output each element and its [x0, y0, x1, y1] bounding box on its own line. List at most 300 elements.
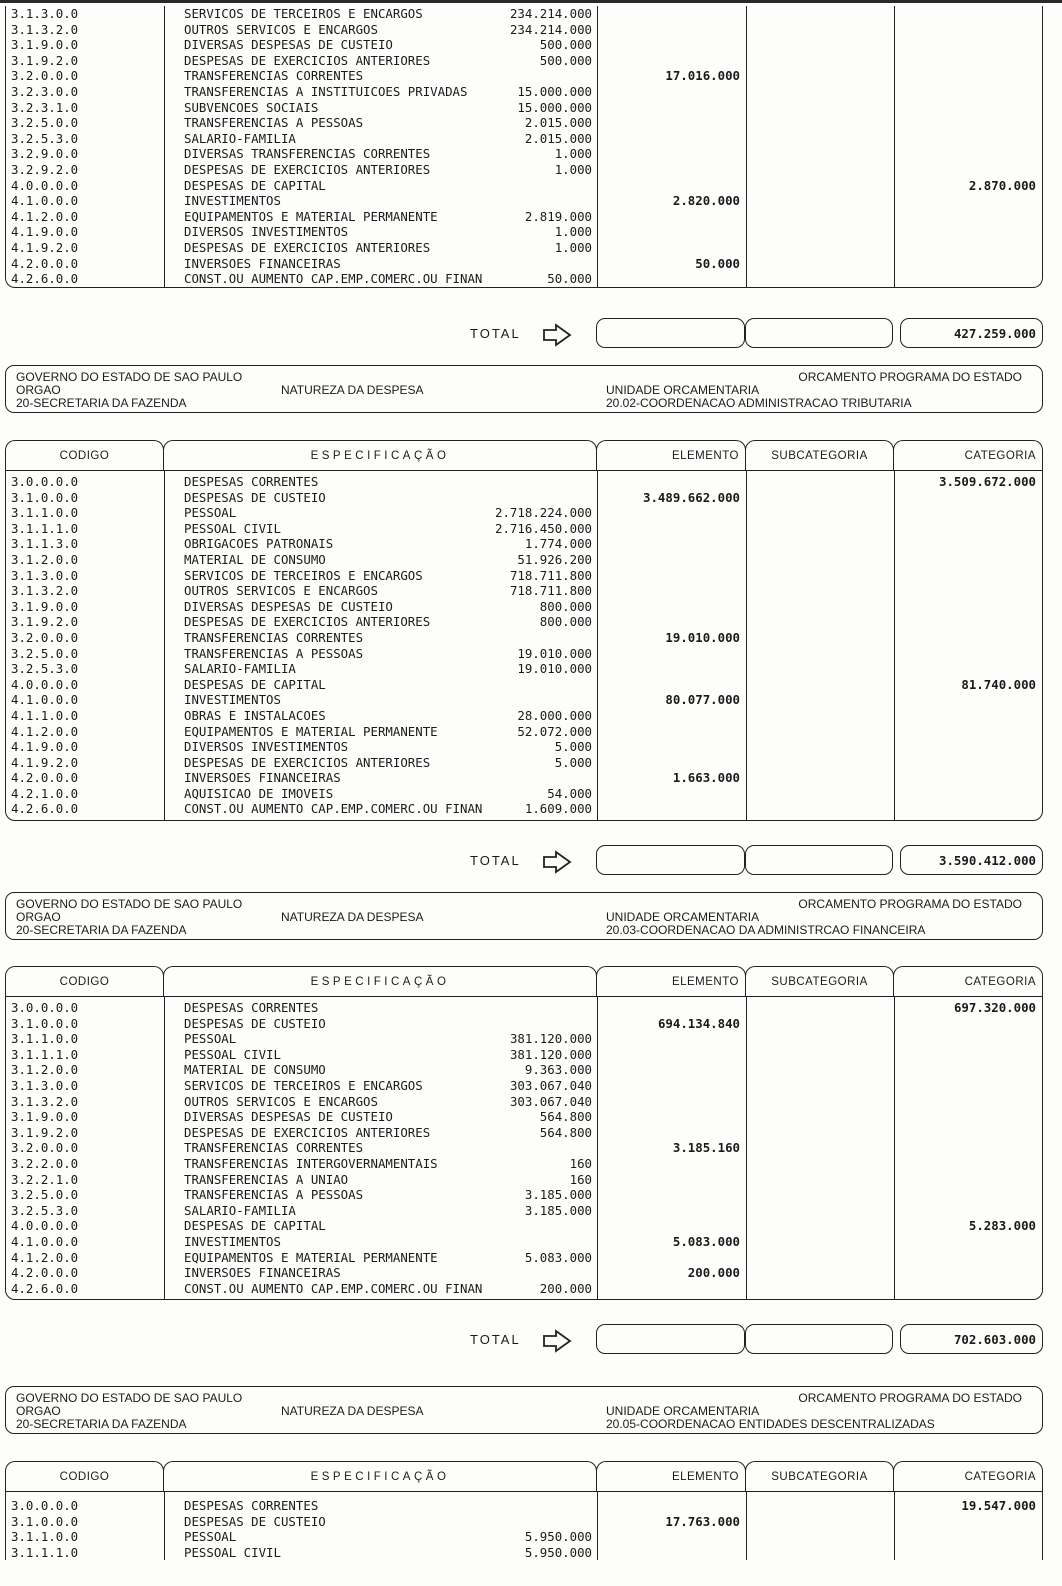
table-row [6, 1094, 1042, 1110]
header-subcategoria: SUBCATEGORIA [745, 966, 894, 996]
codigo-cell: 3.1.1.3.0 [11, 536, 79, 552]
codigo-cell: 3.1.3.2.0 [11, 583, 79, 599]
especificacao-cell: TRANSFERENCIAS A PESSOAS [184, 645, 364, 661]
table-row [6, 521, 1042, 537]
table-row [6, 1140, 1042, 1156]
especificacao-cell: SERVICOS DE TERCEIROS E ENCARGOS [184, 567, 423, 583]
especificacao-cell: PESSOAL CIVIL [184, 1046, 281, 1062]
table-row [6, 37, 1042, 53]
table-body [5, 996, 1043, 1300]
table-row [6, 614, 1042, 630]
orgao-label: ORGAO [16, 383, 61, 397]
especificacao-cell: OUTROS SERVICOS E ENCARGOS [184, 583, 378, 599]
elemento-cell: 718.711.800 [509, 567, 592, 583]
document-header-box [5, 1386, 1043, 1434]
table-row [6, 1234, 1042, 1250]
total-label: TOTAL [470, 326, 521, 341]
header-subcategoria: SUBCATEGORIA [745, 440, 894, 470]
orcamento-label: ORCAMENTO PROGRAMA DO ESTADO [798, 1391, 1022, 1405]
codigo-cell: 3.2.0.0.0 [11, 68, 79, 84]
elemento-cell: 15.000.000 [517, 83, 592, 99]
orcamento-label: ORCAMENTO PROGRAMA DO ESTADO [798, 897, 1022, 911]
elemento-cell: 50.000 [547, 271, 592, 287]
especificacao-cell: CONST.OU AUMENTO CAP.EMP.COMERC.OU FINAN [184, 1280, 483, 1296]
subcategoria-cell: 694.134.840 [657, 1015, 740, 1031]
elemento-cell: 381.120.000 [509, 1046, 592, 1062]
total-row [0, 845, 1062, 879]
governo-label: GOVERNO DO ESTADO DE SAO PAULO [16, 1391, 243, 1405]
total-elemento-box [596, 318, 745, 348]
elemento-cell: 718.711.800 [509, 583, 592, 599]
elemento-cell: 3.185.000 [524, 1202, 592, 1218]
elemento-cell: 5.000 [554, 739, 592, 755]
unidade-value: 20.05-COORDENACAO ENTIDADES DESCENTRALIZADAS [606, 1417, 935, 1431]
table-row [6, 209, 1042, 225]
elemento-cell: 500.000 [539, 37, 592, 53]
codigo-cell: 3.0.0.0.0 [11, 474, 79, 489]
table-row [6, 1000, 1042, 1016]
table-row [6, 505, 1042, 521]
codigo-cell: 3.0.0.0.0 [11, 1498, 79, 1513]
subcategoria-cell: 19.010.000 [665, 629, 740, 645]
especificacao-cell: TRANSFERENCIAS CORRENTES [184, 68, 364, 84]
especificacao-cell: TRANSFERENCIAS A INSTITUICOES PRIVADAS [184, 83, 468, 99]
codigo-cell: 4.0.0.0.0 [11, 676, 79, 692]
table-row [6, 739, 1042, 755]
elemento-cell: 303.067.040 [509, 1077, 592, 1093]
especificacao-cell: SALARIO-FAMILIA [184, 130, 296, 146]
table-row [6, 646, 1042, 662]
table-row [6, 1203, 1042, 1219]
natureza-label: NATUREZA DA DESPESA [281, 910, 424, 924]
codigo-cell: 3.1.3.2.0 [11, 1093, 79, 1109]
especificacao-cell: DESPESAS DE EXERCICIOS ANTERIORES [184, 614, 431, 630]
codigo-cell: 3.1.1.1.0 [11, 520, 79, 536]
categoria-cell: 19.547.000 [961, 1498, 1036, 1513]
codigo-cell: 3.1.9.2.0 [11, 52, 79, 68]
elemento-cell: 1.000 [554, 146, 592, 162]
especificacao-cell: PESSOAL [184, 1529, 237, 1545]
table-row [6, 115, 1042, 131]
elemento-cell: 2.015.000 [524, 130, 592, 146]
table-row [6, 1514, 1042, 1530]
table-row [6, 193, 1042, 209]
especificacao-cell: OBRAS E INSTALACOES [184, 707, 326, 723]
elemento-cell: 5.083.000 [524, 1249, 592, 1265]
codigo-cell: 3.1.3.0.0 [11, 567, 79, 583]
codigo-cell: 3.1.1.0.0 [11, 505, 79, 521]
codigo-cell: 3.1.9.0.0 [11, 1109, 79, 1125]
unidade-label: UNIDADE ORCAMENTARIA [606, 383, 760, 397]
table-row [6, 100, 1042, 116]
codigo-cell: 3.1.0.0.0 [11, 1015, 79, 1031]
table-row [6, 1078, 1042, 1094]
especificacao-cell: DESPESAS DE EXERCICIOS ANTERIORES [184, 161, 431, 177]
table-row [6, 1218, 1042, 1234]
especificacao-cell: EQUIPAMENTOS E MATERIAL PERMANENTE [184, 723, 438, 739]
codigo-cell: 3.2.9.0.0 [11, 146, 79, 162]
elemento-cell: 160 [569, 1171, 592, 1187]
especificacao-cell: EQUIPAMENTOS E MATERIAL PERMANENTE [184, 208, 438, 224]
total-elemento-box [596, 845, 745, 875]
codigo-cell: 4.2.1.0.0 [11, 785, 79, 801]
especificacao-cell: DESPESAS DE EXERCICIOS ANTERIORES [184, 239, 431, 255]
especificacao-cell: TRANSFERENCIAS CORRENTES [184, 629, 364, 645]
table-row [6, 256, 1042, 272]
total-label: TOTAL [470, 853, 521, 868]
header-codigo: CODIGO [5, 440, 164, 470]
codigo-cell: 3.1.3.0.0 [11, 1077, 79, 1093]
elemento-cell: 2.716.450.000 [495, 520, 592, 536]
especificacao-cell: DESPESAS CORRENTES [184, 474, 319, 489]
orgao-label: ORGAO [16, 1404, 61, 1418]
codigo-cell: 3.2.0.0.0 [11, 629, 79, 645]
elemento-cell: 28.000.000 [517, 707, 592, 723]
total-subcategoria-box [745, 1324, 893, 1354]
header-especificacao: ESPECIFICAÇÃO [163, 440, 597, 470]
table-row [6, 6, 1042, 22]
codigo-cell: 4.0.0.0.0 [11, 1218, 79, 1234]
total-categoria-box: 702.603.000 [900, 1324, 1043, 1354]
elemento-cell: 19.010.000 [517, 661, 592, 677]
elemento-cell: 234.214.000 [509, 21, 592, 37]
especificacao-cell: OUTROS SERVICOS E ENCARGOS [184, 1093, 378, 1109]
codigo-cell: 4.2.6.0.0 [11, 271, 79, 287]
table-section-continuation [5, 6, 1043, 288]
especificacao-cell: OBRIGACOES PATRONAIS [184, 536, 334, 552]
especificacao-cell: INVESTIMENTOS [184, 193, 281, 209]
especificacao-cell: DESPESAS DE EXERCICIOS ANTERIORES [184, 754, 431, 770]
elemento-cell: 19.010.000 [517, 645, 592, 661]
elemento-cell: 15.000.000 [517, 99, 592, 115]
table-row [6, 661, 1042, 677]
document-header-box [5, 365, 1043, 413]
natureza-label: NATUREZA DA DESPESA [281, 383, 424, 397]
column-header-row [5, 1461, 1043, 1491]
table-row [6, 1125, 1042, 1141]
elemento-cell: 381.120.000 [509, 1031, 592, 1047]
codigo-cell: 4.1.9.2.0 [11, 239, 79, 255]
header-codigo: CODIGO [5, 1461, 164, 1491]
codigo-cell: 4.1.9.2.0 [11, 754, 79, 770]
elemento-cell: 9.363.000 [524, 1062, 592, 1078]
orgao-value: 20-SECRETARIA DA FAZENDA [16, 1417, 187, 1431]
elemento-cell: 2.819.000 [524, 208, 592, 224]
subcategoria-cell: 50.000 [695, 255, 740, 271]
subcategoria-cell: 80.077.000 [665, 692, 740, 708]
table-row [6, 490, 1042, 506]
especificacao-cell: DIVERSOS INVESTIMENTOS [184, 739, 349, 755]
codigo-cell: 3.1.3.0.0 [11, 6, 79, 21]
especificacao-cell: DESPESAS DE CUSTEIO [184, 1513, 326, 1529]
table-row [6, 131, 1042, 147]
elemento-cell: 564.800 [539, 1124, 592, 1140]
table-row [6, 1109, 1042, 1125]
elemento-cell: 1.609.000 [524, 801, 592, 817]
elemento-cell: 1.000 [554, 239, 592, 255]
table-row [6, 53, 1042, 69]
categoria-cell: 5.283.000 [968, 1218, 1036, 1234]
table-row [6, 1062, 1042, 1078]
table-row [6, 224, 1042, 240]
elemento-cell: 5.950.000 [524, 1529, 592, 1545]
total-row [0, 1324, 1062, 1358]
codigo-cell: 4.2.6.0.0 [11, 801, 79, 817]
table-row [6, 271, 1042, 287]
elemento-cell: 564.800 [539, 1109, 592, 1125]
table-row [6, 1265, 1042, 1281]
unidade-value: 20.03-COORDENACAO DA ADMINISTRCAO FINANCEIRA [606, 923, 926, 937]
header-elemento: ELEMENTO [596, 966, 746, 996]
categoria-cell: 697.320.000 [953, 1000, 1036, 1015]
elemento-cell: 160 [569, 1155, 592, 1171]
table-row [6, 474, 1042, 490]
table-row [6, 84, 1042, 100]
codigo-cell: 3.2.5.0.0 [11, 645, 79, 661]
codigo-cell: 3.1.9.0.0 [11, 598, 79, 614]
codigo-cell: 3.1.1.0.0 [11, 1529, 79, 1545]
especificacao-cell: CONST.OU AUMENTO CAP.EMP.COMERC.OU FINAN [184, 271, 483, 287]
unidade-value: 20.02-COORDENACAO ADMINISTRACAO TRIBUTARIA [606, 396, 912, 410]
elemento-cell: 3.185.000 [524, 1187, 592, 1203]
table-row [6, 22, 1042, 38]
especificacao-cell: PESSOAL CIVIL [184, 1544, 281, 1560]
elemento-cell: 54.000 [547, 785, 592, 801]
codigo-cell: 3.0.0.0.0 [11, 1000, 79, 1015]
especificacao-cell: DESPESAS CORRENTES [184, 1498, 319, 1513]
table-row [6, 1187, 1042, 1203]
especificacao-cell: TRANSFERENCIAS CORRENTES [184, 1140, 364, 1156]
codigo-cell: 4.1.2.0.0 [11, 208, 79, 224]
codigo-cell: 3.1.9.0.0 [11, 37, 79, 53]
subcategoria-cell: 1.663.000 [672, 770, 740, 786]
codigo-cell: 3.2.5.3.0 [11, 130, 79, 146]
header-especificacao: ESPECIFICAÇÃO [163, 1461, 597, 1491]
especificacao-cell: SALARIO-FAMILIA [184, 1202, 296, 1218]
subcategoria-cell: 5.083.000 [672, 1233, 740, 1249]
unidade-label: UNIDADE ORCAMENTARIA [606, 910, 760, 924]
codigo-cell: 3.2.5.3.0 [11, 1202, 79, 1218]
table-row [6, 677, 1042, 693]
orgao-label: ORGAO [16, 910, 61, 924]
table-body [5, 1491, 1043, 1560]
total-categoria-box: 3.590.412.000 [900, 845, 1043, 875]
especificacao-cell: EQUIPAMENTOS E MATERIAL PERMANENTE [184, 1249, 438, 1265]
subcategoria-cell: 3.489.662.000 [643, 489, 740, 505]
header-categoria: CATEGORIA [893, 1461, 1043, 1491]
table-section [5, 440, 1043, 821]
especificacao-cell: PESSOAL [184, 505, 237, 521]
table-row [6, 68, 1042, 84]
total-subcategoria-box [745, 845, 893, 875]
document-header-box [5, 892, 1043, 940]
especificacao-cell: INVERSOES FINANCEIRAS [184, 770, 341, 786]
codigo-cell: 4.1.9.0.0 [11, 224, 79, 240]
especificacao-cell: SERVICOS DE TERCEIROS E ENCARGOS [184, 1077, 423, 1093]
especificacao-cell: INVESTIMENTOS [184, 1233, 281, 1249]
codigo-cell: 4.1.2.0.0 [11, 1249, 79, 1265]
elemento-cell: 800.000 [539, 614, 592, 630]
especificacao-cell: PESSOAL CIVIL [184, 520, 281, 536]
elemento-cell: 52.072.000 [517, 723, 592, 739]
total-row [0, 318, 1062, 352]
table-row [6, 1016, 1042, 1032]
especificacao-cell: DESPESAS DE CUSTEIO [184, 1015, 326, 1031]
column-header-row [5, 440, 1043, 470]
codigo-cell: 3.2.2.1.0 [11, 1171, 79, 1187]
codigo-cell: 3.2.3.0.0 [11, 83, 79, 99]
codigo-cell: 4.1.0.0.0 [11, 193, 79, 209]
elemento-cell: 303.067.040 [509, 1093, 592, 1109]
table-row [6, 786, 1042, 802]
orcamento-label: ORCAMENTO PROGRAMA DO ESTADO [798, 370, 1022, 384]
especificacao-cell: AQUISICAO DE IMOVEIS [184, 785, 334, 801]
codigo-cell: 3.1.2.0.0 [11, 551, 79, 567]
codigo-cell: 3.1.3.2.0 [11, 21, 79, 37]
elemento-cell: 5.950.000 [524, 1544, 592, 1560]
categoria-cell: 2.870.000 [968, 177, 1036, 193]
especificacao-cell: SUBVENCOES SOCIAIS [184, 99, 319, 115]
codigo-cell: 3.2.3.1.0 [11, 99, 79, 115]
page-top-rule [0, 0, 1062, 3]
codigo-cell: 4.1.0.0.0 [11, 1233, 79, 1249]
elemento-cell: 1.000 [554, 161, 592, 177]
codigo-cell: 3.1.2.0.0 [11, 1062, 79, 1078]
especificacao-cell: MATERIAL DE CONSUMO [184, 1062, 326, 1078]
table-row [6, 178, 1042, 194]
subcategoria-cell: 2.820.000 [672, 193, 740, 209]
codigo-cell: 3.1.9.2.0 [11, 1124, 79, 1140]
arrow-right-icon [540, 323, 574, 347]
especificacao-cell: DIVERSAS DESPESAS DE CUSTEIO [184, 37, 393, 53]
table-body [5, 6, 1043, 288]
especificacao-cell: DIVERSAS TRANSFERENCIAS CORRENTES [184, 146, 431, 162]
table-row [6, 568, 1042, 584]
elemento-cell: 2.718.224.000 [495, 505, 592, 521]
header-categoria: CATEGORIA [893, 440, 1043, 470]
especificacao-cell: OUTROS SERVICOS E ENCARGOS [184, 21, 378, 37]
elemento-cell: 234.214.000 [509, 6, 592, 21]
especificacao-cell: INVERSOES FINANCEIRAS [184, 1265, 341, 1281]
table-row [6, 1281, 1042, 1297]
table-section [5, 966, 1043, 1300]
codigo-cell: 3.2.2.0.0 [11, 1155, 79, 1171]
especificacao-cell: DIVERSAS DESPESAS DE CUSTEIO [184, 1109, 393, 1125]
codigo-cell: 4.1.1.0.0 [11, 707, 79, 723]
especificacao-cell: CONST.OU AUMENTO CAP.EMP.COMERC.OU FINAN [184, 801, 483, 817]
categoria-cell: 3.509.672.000 [939, 474, 1036, 489]
subcategoria-cell: 3.185.160 [672, 1140, 740, 1156]
especificacao-cell: DESPESAS DE CAPITAL [184, 676, 326, 692]
elemento-cell: 800.000 [539, 598, 592, 614]
header-elemento: ELEMENTO [596, 1461, 746, 1491]
unidade-label: UNIDADE ORCAMENTARIA [606, 1404, 760, 1418]
orgao-value: 20-SECRETARIA DA FAZENDA [16, 396, 187, 410]
header-codigo: CODIGO [5, 966, 164, 996]
total-subcategoria-box [745, 318, 893, 348]
table-row [6, 599, 1042, 615]
header-categoria: CATEGORIA [893, 966, 1043, 996]
total-categoria-box: 427.259.000 [900, 318, 1043, 348]
table-row [6, 1172, 1042, 1188]
codigo-cell: 3.1.0.0.0 [11, 1513, 79, 1529]
table-row [6, 755, 1042, 771]
subcategoria-cell: 200.000 [687, 1265, 740, 1281]
codigo-cell: 3.2.0.0.0 [11, 1140, 79, 1156]
header-elemento: ELEMENTO [596, 440, 746, 470]
natureza-label: NATUREZA DA DESPESA [281, 1404, 424, 1418]
table-row [6, 1545, 1042, 1561]
arrow-right-icon [540, 1329, 574, 1353]
table-row [6, 162, 1042, 178]
especificacao-cell: DESPESAS DE CAPITAL [184, 1218, 326, 1234]
elemento-cell: 500.000 [539, 52, 592, 68]
elemento-cell: 1.000 [554, 224, 592, 240]
total-elemento-box [596, 1324, 745, 1354]
table-row [6, 1498, 1042, 1514]
especificacao-cell: DESPESAS DE CAPITAL [184, 177, 326, 193]
elemento-cell: 200.000 [539, 1280, 592, 1296]
codigo-cell: 4.1.2.0.0 [11, 723, 79, 739]
especificacao-cell: TRANSFERENCIAS A UNIAO [184, 1171, 349, 1187]
governo-label: GOVERNO DO ESTADO DE SAO PAULO [16, 370, 243, 384]
codigo-cell: 4.1.0.0.0 [11, 692, 79, 708]
table-row [6, 583, 1042, 599]
especificacao-cell: INVERSOES FINANCEIRAS [184, 255, 341, 271]
table-body [5, 470, 1043, 821]
codigo-cell: 4.2.0.0.0 [11, 1265, 79, 1281]
especificacao-cell: DESPESAS CORRENTES [184, 1000, 319, 1015]
especificacao-cell: SALARIO-FAMILIA [184, 661, 296, 677]
table-row [6, 770, 1042, 786]
subcategoria-cell: 17.763.000 [665, 1513, 740, 1529]
codigo-cell: 4.1.9.0.0 [11, 739, 79, 755]
table-row [6, 724, 1042, 740]
governo-label: GOVERNO DO ESTADO DE SAO PAULO [16, 897, 243, 911]
codigo-cell: 3.1.1.0.0 [11, 1031, 79, 1047]
codigo-cell: 3.2.9.2.0 [11, 161, 79, 177]
total-label: TOTAL [470, 1332, 521, 1347]
especificacao-cell: DIVERSOS INVESTIMENTOS [184, 224, 349, 240]
table-row [6, 146, 1042, 162]
elemento-cell: 51.926.200 [517, 551, 592, 567]
arrow-right-icon [540, 850, 574, 874]
header-subcategoria: SUBCATEGORIA [745, 1461, 894, 1491]
codigo-cell: 4.0.0.0.0 [11, 177, 79, 193]
codigo-cell: 3.2.5.0.0 [11, 1187, 79, 1203]
table-row [6, 708, 1042, 724]
elemento-cell: 1.774.000 [524, 536, 592, 552]
table-row [6, 801, 1042, 817]
elemento-cell: 2.015.000 [524, 115, 592, 131]
codigo-cell: 4.2.0.0.0 [11, 255, 79, 271]
table-row [6, 1250, 1042, 1266]
table-row [6, 1156, 1042, 1172]
especificacao-cell: PESSOAL [184, 1031, 237, 1047]
especificacao-cell: DESPESAS DE EXERCICIOS ANTERIORES [184, 52, 431, 68]
especificacao-cell: TRANSFERENCIAS A PESSOAS [184, 1187, 364, 1203]
table-row [6, 240, 1042, 256]
header-especificacao: ESPECIFICAÇÃO [163, 966, 597, 996]
codigo-cell: 3.1.9.2.0 [11, 614, 79, 630]
especificacao-cell: INVESTIMENTOS [184, 692, 281, 708]
subcategoria-cell: 17.016.000 [665, 68, 740, 84]
especificacao-cell: DIVERSAS DESPESAS DE CUSTEIO [184, 598, 393, 614]
codigo-cell: 4.2.6.0.0 [11, 1280, 79, 1296]
table-row [6, 552, 1042, 568]
column-header-row [5, 966, 1043, 996]
codigo-cell: 3.1.0.0.0 [11, 489, 79, 505]
